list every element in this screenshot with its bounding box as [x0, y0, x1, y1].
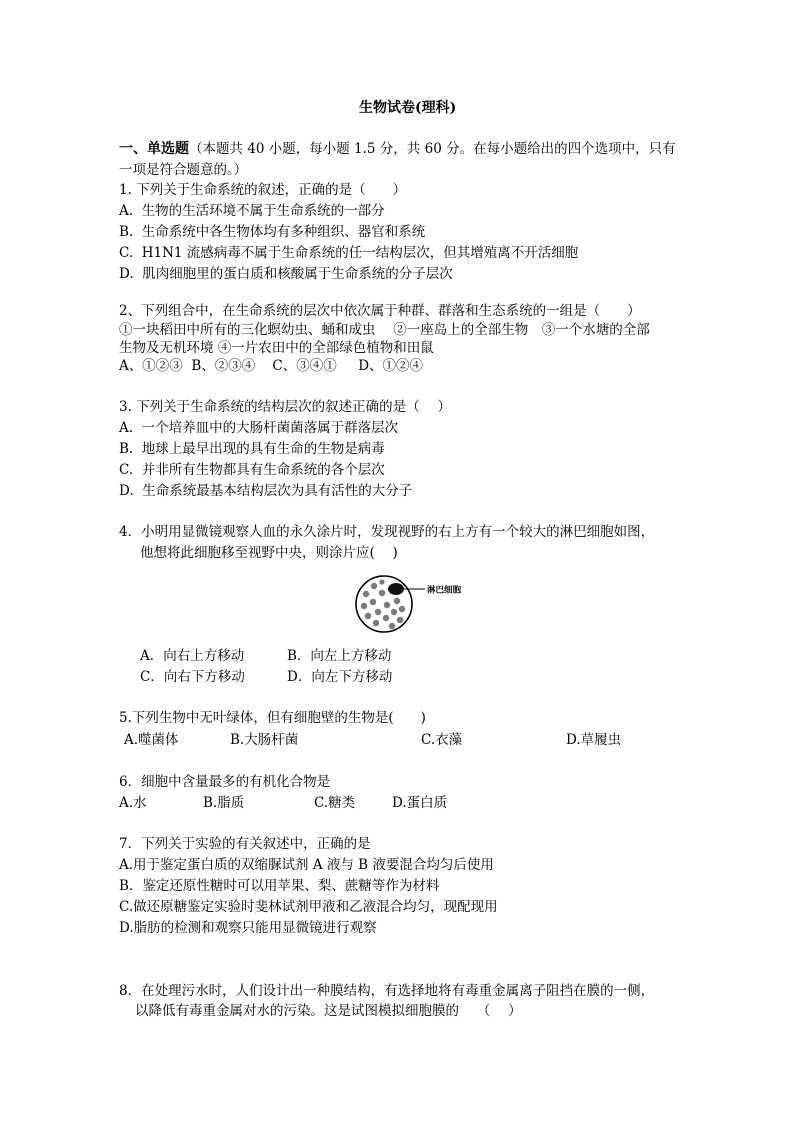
q2-line-2: ①一块稻田中所有的三化螟幼虫、蛹和成虫 ②一座岛上的全部生物 ③一个水塘的全部	[119, 322, 650, 338]
page-title: 生物试卷(理科)	[359, 100, 457, 116]
section-instructions-cont: 一项是符合题意的。）	[119, 162, 248, 178]
q4-option-a: A．向右上方移动	[140, 648, 245, 664]
q5-stem: 5.下列生物中无叶绿体，但有细胞壁的生物是( )	[119, 710, 426, 726]
q7-option-b: B．鉴定还原性糖时可以用苹果、梨、蔗糖等作为材料	[119, 878, 440, 894]
q7-option-a: A.用于鉴定蛋白质的双缩脲试剂 A 液与 B 液要混合均匀后使用	[119, 857, 494, 873]
q7-stem: 7．下列关于实验的有关叙述中，正确的是	[119, 836, 371, 852]
section-intro	[119, 139, 676, 159]
q6-option-b: B.脂质	[203, 795, 245, 811]
q1-option-b: B. 生命系统中各生物体均有多种组织、器官和系统	[119, 224, 426, 240]
lymphocyte-figure	[352, 572, 482, 636]
q4-option-d: D．向左下方移动	[287, 669, 393, 685]
q3-option-c: C. 并非所有生物都具有生命系统的各个层次	[119, 462, 385, 478]
q8-stem-line-1: 8．在处理污水时，人们设计出一种膜结构，有选择地将有毒重金属离子阻挡在膜的一侧，	[119, 983, 655, 999]
section-instructions: （本题共 40 小题，每小题 1.5 分，共 60 分。在每小题给出的四个选项中，只有	[189, 141, 676, 157]
q3-option-d: D. 生命系统最基本结构层次为具有活性的大分子	[119, 483, 413, 499]
q4-option-b: B．向左上方移动	[287, 648, 392, 664]
q3-option-b: B. 地球上最早出现的具有生命的生物是病毒	[119, 441, 385, 457]
q5-option-a: A.噬菌体	[124, 732, 179, 748]
q7-option-d: D.脂肪的检测和观察只能用显微镜进行观察	[119, 920, 377, 936]
q7-option-c: C.做还原糖鉴定实验时斐林试剂甲液和乙液混合均匀，现配现用	[119, 899, 498, 915]
q5-option-b: B.大肠杆菌	[230, 732, 299, 748]
q5-option-d: D.草履虫	[566, 732, 622, 748]
q3-stem: 3. 下列关于生命系统的结构层次的叙述正确的是（ ）	[119, 399, 451, 415]
q1-option-a: A. 生物的生活环境不属于生命系统的一部分	[119, 203, 385, 219]
q2-line-3: 生物及无机环境 ④一片农田中的全部绿色植物和田鼠	[119, 340, 434, 356]
q2-stem: 2、下列组合中，在生命系统的层次中依次属于种群、群落和生态系统的一组是（ ）	[119, 303, 641, 319]
q1-option-c: C. H1N1 流感病毒不属于生命系统的任一结构层次，但其增殖离不开活细胞	[119, 245, 579, 261]
q8-stem-line-2: 以降低有毒重金属对水的污染。这是试图模拟细胞膜的 （ ）	[135, 1003, 522, 1019]
q1-stem: 1. 下列关于生命系统的叙述，正确的是（ ）	[119, 182, 407, 198]
q2-options: A、①②③ B、②③④ C、③④① D、①②④	[119, 358, 424, 374]
q6-option-a: A.水	[119, 795, 147, 811]
q6-option-d: D.蛋白质	[392, 795, 448, 811]
section-heading: 一、单选题	[119, 141, 189, 157]
q6-stem: 6．细胞中含量最多的有机化合物是	[119, 774, 331, 790]
lymphocyte-cell	[388, 583, 404, 595]
q1-option-d: D. 肌肉细胞里的蛋白质和核酸属于生命系统的分子层次	[119, 266, 453, 282]
q5-option-c: C.衣藻	[421, 732, 463, 748]
q4-stem-line-1: 4．小明用显微镜观察人血的永久涂片时，发现视野的右上方有一个较大的淋巴细胞如图，	[119, 524, 655, 540]
q4-option-c: C．向右下方移动	[140, 669, 245, 685]
q3-option-a: A. 一个培养皿中的大肠杆菌菌落属于群落层次	[119, 420, 399, 436]
figure-label: 淋巴细胞	[427, 585, 462, 596]
q4-stem-line-2: 他想将此细胞移至视野中央，则涂片应( )	[140, 545, 398, 561]
q6-option-c: C.糖类	[314, 795, 356, 811]
